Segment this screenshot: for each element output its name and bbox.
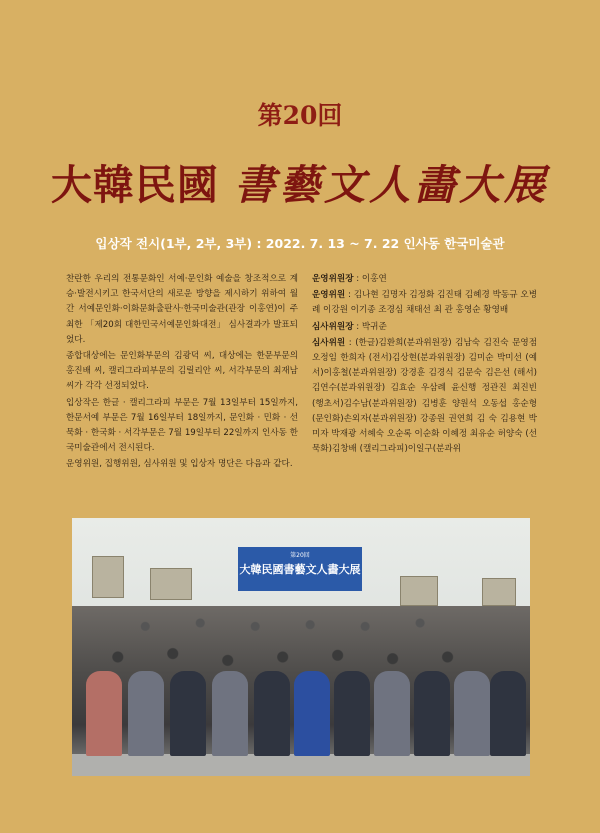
group-photo bbox=[72, 518, 530, 776]
person bbox=[254, 671, 290, 756]
banner-edition: 第20回 bbox=[290, 552, 310, 559]
committee-members-label: 운영위원 bbox=[312, 290, 346, 301]
edition-label: 第20回 bbox=[257, 101, 343, 130]
artwork-frame bbox=[482, 578, 516, 606]
person bbox=[128, 671, 164, 756]
person bbox=[170, 671, 206, 756]
person bbox=[374, 671, 410, 756]
exhibition-dates: 입상작 전시(1부, 2부, 3부) : 2022. 7. 13 ~ 7. 22 인사동 한국미술관 bbox=[95, 236, 505, 251]
jury-chair bbox=[312, 320, 537, 335]
jury-members bbox=[312, 336, 537, 458]
committee-chair-label: 운영위원장 bbox=[312, 274, 354, 284]
person bbox=[490, 671, 526, 756]
paragraph: 찬란한 우리의 전통문화인 서예·문인화 예술을 창조적으로 계승·발전시키고 한국서단의 새로운 방향을 제시하기 위하여 월간 서예문인화·이화문화출판사·한국미술관(관장 이홍연)이 주최한 「제20회 대한민국서예문인화대전」 심사결과가 발표되었다. bbox=[66, 274, 298, 345]
paragraph: 종합대상에는 문인화부문의 김광덕 씨, 대상에는 한문부문의 홍진배 씨, 캘리그라피부문의 김릴리안 씨, 서각부문의 최재남 씨가 각각 선정되었다. bbox=[66, 351, 298, 392]
artwork-frame bbox=[400, 576, 438, 606]
floor bbox=[72, 754, 530, 776]
jury-chair-names: : 박귀준 bbox=[353, 321, 387, 332]
banner-title: 大韓民國書藝文人畵大展 bbox=[239, 563, 361, 576]
jury-chair-label: 심사위원장 bbox=[312, 321, 354, 332]
exhibition-title bbox=[0, 152, 600, 211]
person bbox=[414, 671, 450, 756]
person bbox=[86, 671, 122, 756]
jury-members-names: : (한글)김환희(분과위원장) 김남숙 김진숙 문영점 오정임 한희자 (전서)김상현(분과위원장) 김미순 박미선 (예서)이홍철(분과위원장) 강경훈 김경식 김문숙 김은선 (해서)김연수(분과위원장) 김효순 우삼례 윤신행 정관진 최진빈 (행초서)김수남(분과위원장) 김병훈 양원석 오동섭 홍순형 (문인화)손외자(분과위원장) 강종원 권연희 김 숙 김용현 박미자 박재광 서혜숙 오순록 이순화 이혜정 최유순 허양숙 (선묵화)김창배 (캘리그라피)이일구(분과위 bbox=[312, 337, 537, 455]
paragraph: 입상작은 한글 · 캘리그라피 부문은 7월 13일부터 15일까지, 한문서예 부문은 7월 16일부터 18일까지, 문인화 · 민화 · 선묵화 · 한국화 · 서각부문은 7월 19일부터 22일까지 인사동 한국미술관에서 전시된다. bbox=[66, 397, 298, 454]
person bbox=[212, 671, 248, 756]
article-right-column bbox=[312, 272, 537, 458]
person bbox=[454, 671, 490, 756]
committee-members bbox=[312, 288, 537, 318]
title-country: 大韓民國 bbox=[50, 161, 219, 209]
person bbox=[294, 671, 330, 756]
exhibition-banner bbox=[238, 547, 362, 591]
artwork-frame bbox=[92, 556, 124, 598]
committee-members-names: : 김나현 김명자 김정화 김진태 김혜경 박동규 오병례 이강원 이기종 조경심 채태선 최 관 홍영순 황영배 bbox=[312, 290, 537, 316]
article-left-column bbox=[66, 272, 298, 474]
jury-members-label: 심사위원 bbox=[312, 337, 346, 348]
committee-chair-names: : 이홍연 bbox=[353, 274, 387, 284]
title-calligraphy: 書藝文人畵大展 bbox=[234, 161, 550, 209]
paragraph: 운영위원, 집행위원, 심사위원 및 입상자 명단은 다음과 같다. bbox=[66, 459, 293, 470]
committee-chair bbox=[312, 272, 537, 287]
artwork-frame bbox=[150, 568, 192, 600]
person bbox=[334, 671, 370, 756]
